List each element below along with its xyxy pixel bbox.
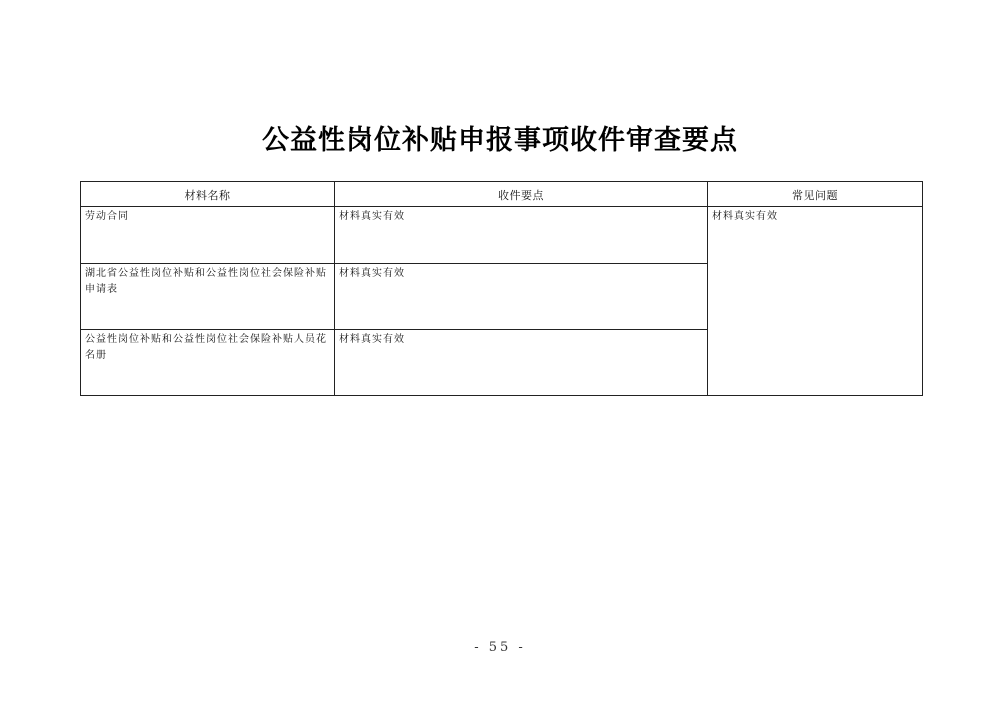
header-common-issues: 常见问题 [708, 182, 923, 207]
header-receipt-points: 收件要点 [335, 182, 708, 207]
material-name-cell: 公益性岗位补贴和公益性岗位社会保险补贴人员花名册 [81, 330, 335, 396]
page-number: - 55 - [474, 640, 526, 655]
table-header-row [81, 182, 923, 207]
common-issues-cell: 材料真实有效 [708, 207, 923, 396]
receipt-points-cell: 材料真实有效 [335, 264, 708, 330]
header-material-name: 材料名称 [81, 182, 335, 207]
material-name-cell: 湖北省公益性岗位补贴和公益性岗位社会保险补贴申请表 [81, 264, 335, 330]
material-name-cell: 劳动合同 [81, 207, 335, 264]
receipt-points-cell: 材料真实有效 [335, 207, 708, 264]
page-title: 公益性岗位补贴申报事项收件审查要点 [262, 125, 738, 156]
receipt-points-cell: 材料真实有效 [335, 330, 708, 396]
table-row [81, 207, 923, 264]
review-table [80, 181, 923, 396]
